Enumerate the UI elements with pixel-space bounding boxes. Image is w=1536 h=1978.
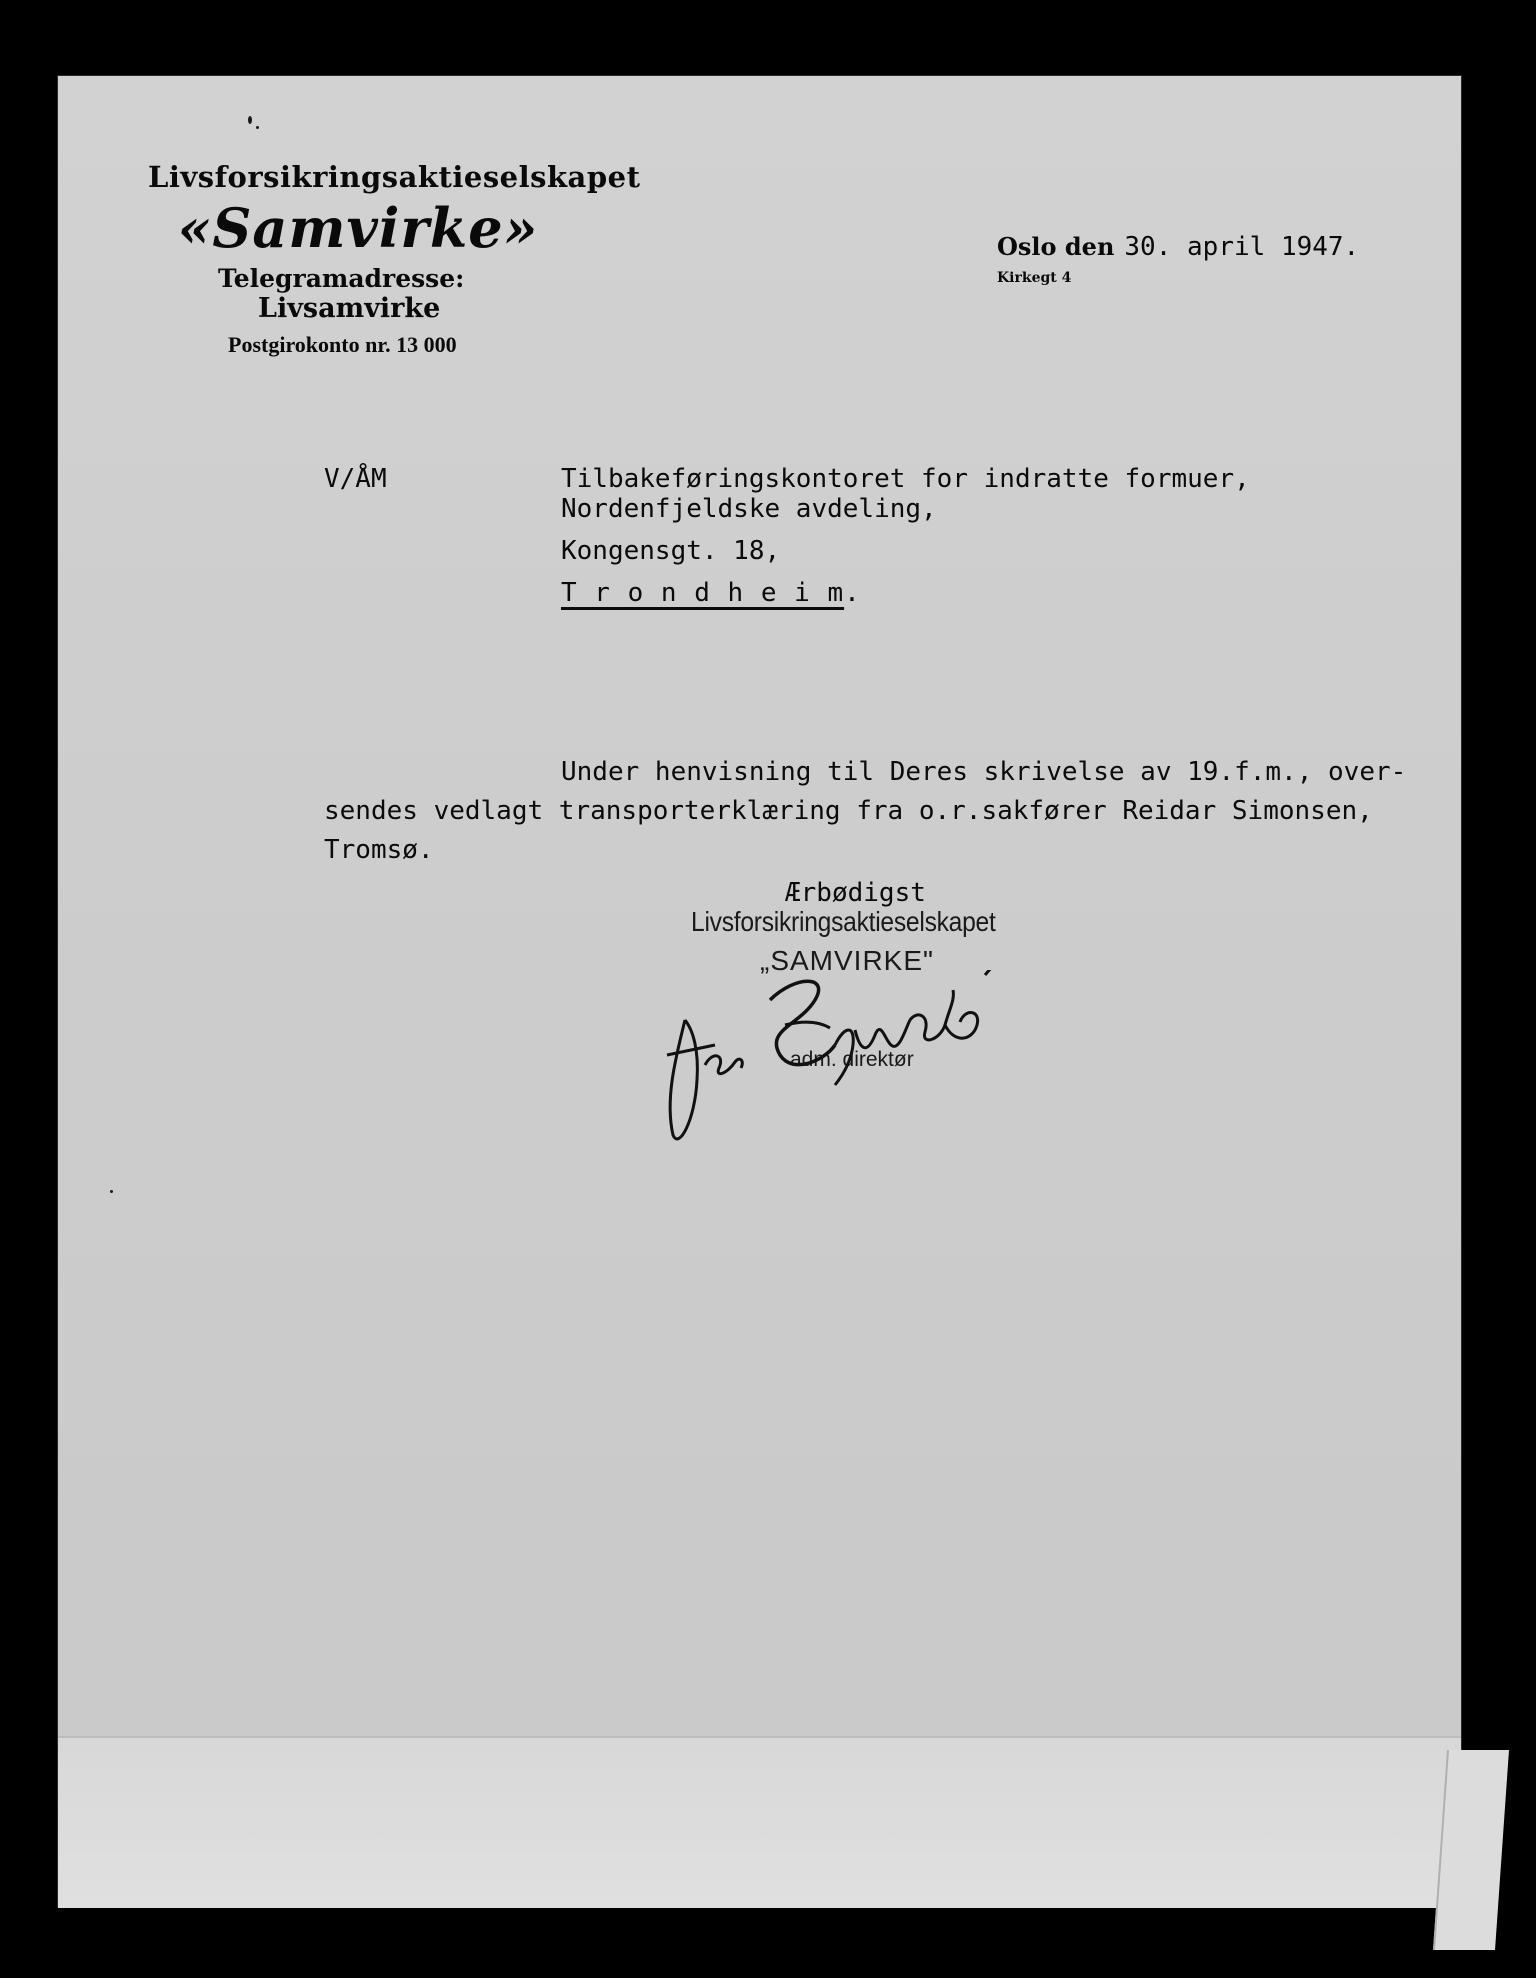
dust-speck <box>248 116 252 124</box>
postgiro-account: Postgirokonto nr. 13 000 <box>228 332 457 357</box>
stamp-title: adm. direktør <box>790 1048 914 1071</box>
sender-street: Kirkegt 4 <box>997 270 1072 286</box>
paper-bottom-strip <box>58 1736 1461 1908</box>
recipient-line-1: Tilbakeføringskontoret for indratte formuer, <box>561 464 1250 494</box>
body-line-3: Tromsø. <box>324 835 434 865</box>
body-line-2: sendes vedlagt transporterklæring fra o.r.sakfører Reidar Simonsen, <box>324 796 1373 826</box>
recipient-city-line <box>561 578 1250 608</box>
handwritten-signature <box>655 970 1015 1145</box>
letterhead-company: Livsforsikringsaktieselskapet <box>148 160 641 194</box>
recipient-city: T r o n d h e i m <box>561 578 845 608</box>
recipient-line-2: Nordenfjeldske avdeling, <box>561 494 937 524</box>
dust-speck <box>256 126 259 129</box>
letter-date: 30. april 1947. <box>1124 232 1360 262</box>
body-paragraph <box>324 753 1406 870</box>
date-place: Oslo den <box>997 232 1115 261</box>
letterhead-name: «Samvirke» <box>177 196 539 260</box>
recipient-address <box>561 464 1250 608</box>
telegram-address: Livsamvirke <box>258 293 441 324</box>
show-through-text <box>330 1755 750 1815</box>
recipient-city-period: . <box>844 578 860 608</box>
letterhead <box>148 160 641 358</box>
paper-fold-edge <box>1433 1750 1509 1950</box>
recipient-street: Kongensgt. 18, <box>561 536 781 566</box>
closing-greeting: Ærbødigst <box>785 878 926 908</box>
stamp-company: Livsforsikringsaktieselskapet <box>691 906 996 937</box>
reference-initials: V/ÅM <box>324 464 387 494</box>
body-line-1: Under henvisning til Deres skrivelse av 19.f.m., over- <box>561 757 1407 787</box>
dateline <box>997 232 1359 262</box>
telegram-label: Telegramadresse: <box>218 264 465 293</box>
dust-speck <box>110 1190 113 1193</box>
stamp-name: „SAMVIRKE" <box>760 945 934 976</box>
